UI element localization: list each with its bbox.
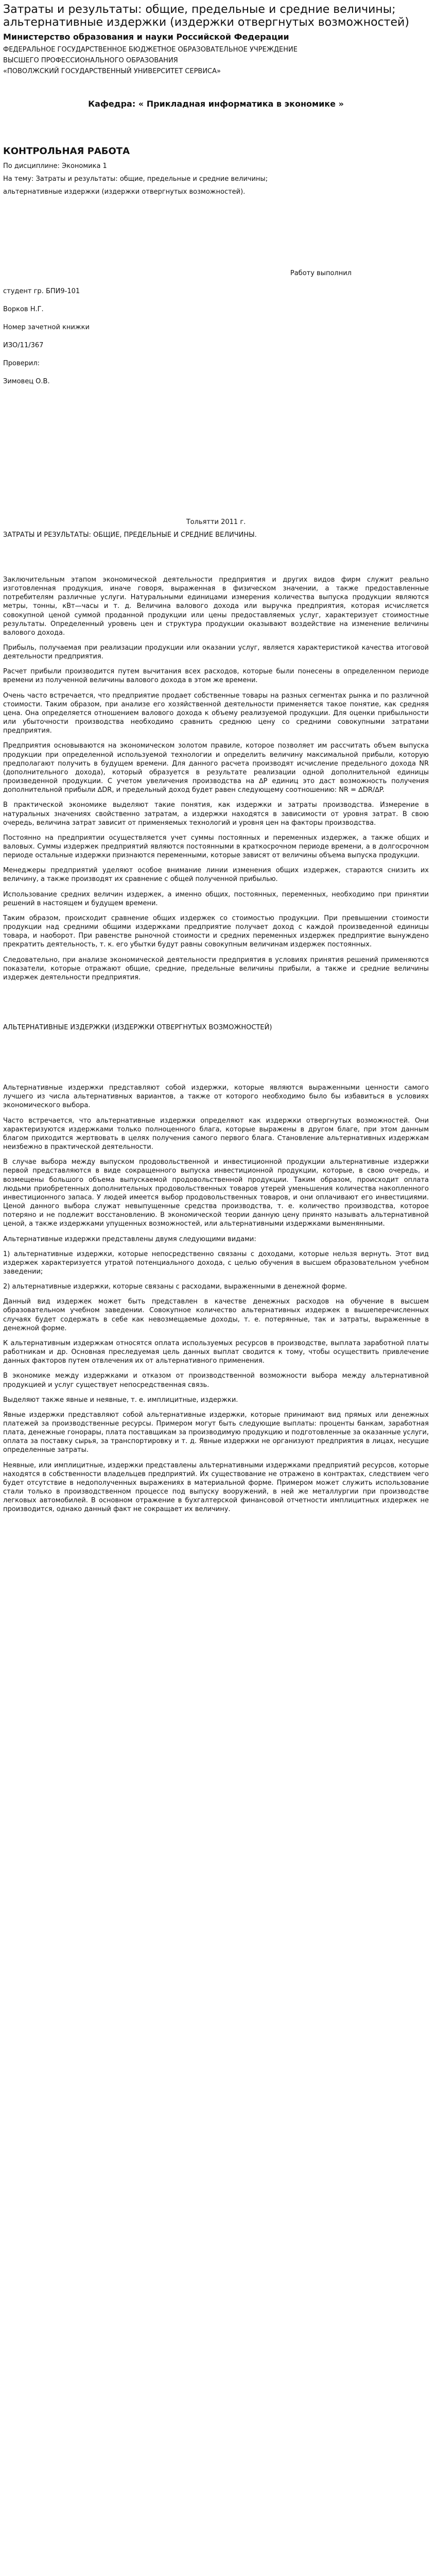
paragraph: Альтернативные издержки представлены двумя следующими видами: bbox=[3, 1235, 256, 1243]
institution-line-2: ВЫСШЕГО ПРОФЕССИОНАЛЬНОГО ОБРАЗОВАНИЯ bbox=[3, 56, 178, 64]
paragraph: В практической экономике выделяют такие понятия, как издержки и затраты производства. Измерение в натуральных значениях свойственно затратам, а издержки находятся в зависимости от уровня затрат. В свою очередь, величина затрат зависит от применяемых технологий и уровня цен на факторы производства. bbox=[3, 801, 429, 827]
section1-body bbox=[3, 575, 429, 982]
record-book-number: ИЗО/11/367 bbox=[3, 342, 44, 350]
work-type: КОНТРОЛЬНАЯ РАБОТА bbox=[3, 146, 130, 157]
institution-line-1: ФЕДЕРАЛЬНОЕ ГОСУДАРСТВЕННОЕ БЮДЖЕТНОЕ ОБРАЗОВАТЕЛЬНОЕ УЧРЕЖДЕНИЕ bbox=[3, 45, 298, 54]
paragraph: Данный вид издержек может быть представлен в качестве денежных расходов на обучение в высшем образовательном учебном заведении. Совокупное количество альтернативных издержек в вышеперечисленных случаях будет содержать в себе как невозмещаемые доходы, т. е. потерянные, так и затраты, выраженные в денежной форме. bbox=[3, 1298, 429, 1332]
discipline: По дисциплине: Экономика 1 bbox=[3, 162, 107, 171]
paragraph: Прибыль, получаемая при реализации продукции или оказании услуг, является характеристикой качества итоговой деятельности предприятия. bbox=[3, 644, 429, 661]
paragraph: Неявные, или имплицитные, издержки представлены альтернативными издержками предприятий ресурсов, которые находятся в собственности владельцев предприятий. Их существование не отражено в контрактах, следствием чего будет отсутствие в недополученных выражениях в материальной форме. Примером может служить использование стали только в производственном процессе под выпуску вооружений, в ней же металлургии при производстве легковых автомобилей. В основном отражение в бухгалтерской финансовой отчетности имплицитных издержек не производится, однако данный факт не сокращает их величину. bbox=[3, 1461, 429, 1514]
paragraph: Предприятия основываются на экономическом золотом правиле, которое позволяет им рассчитать объем выпуска продукции при определенной используемой технологии и определить величину максимальной прибыли, которую предполагают получить в будущем времени. Для данного расчета производят исчисление предельного дохода NR (дополнительного дохода), который образуется в результате реализации одной дополнительной единицы произведенной продукции. С учетом увеличения производства на ∆P единиц это даст возможность получения дополнительной прибыли ∆DR, и предельный доход будет равен следующему соотношению: NR = ∆DR/∆P. bbox=[3, 742, 429, 794]
paragraph: В экономике между издержками и отказом от производственной возможности выбора между альтернативной продукцией и услуг существует непосредственная связь. bbox=[3, 1372, 429, 1389]
institution-line-3: «ПОВОЛЖСКИЙ ГОСУДАРСТВЕННЫЙ УНИВЕРСИТЕТ СЕРВИСА» bbox=[3, 67, 221, 76]
performed-by: Работу выполнил bbox=[290, 269, 352, 277]
ministry-name: Министерство образования и науки Российской Федерации bbox=[3, 31, 289, 42]
checker-name: Зимовец О.В. bbox=[3, 378, 50, 386]
paragraph: В случае выбора между выпуском продовольственной и инвестиционной продукции альтернативные издержки первой представляются в виде сокращенного выпуска инвестиционной продукции, которые, в свою очередь, и возмещены большого объема выпускаемой продовольственной продукции. Таким образом, происходит оплата людьми приобретенных дополнительных продовольственных товаров утерей уменьшения количества накопленного инвестиционного запаса. У людей имеется выбор продовольственных товаров, и они оплачивают его инвестициями. Ценой данного выбора служат невыпущенные средства производства, т. е. количество производства, которое потеряно и не подлежит восстановлению. В экономической теории данную цену принято называть альтернативной ценой, а также издержками упущенных возможностей, или альтернативными издержками выменянными. bbox=[3, 1158, 429, 1228]
student-name: Ворков Н.Г. bbox=[3, 305, 44, 313]
document-page bbox=[0, 3, 436, 2576]
student-group: студент гр. БПИ9-101 bbox=[3, 287, 80, 295]
section2-body bbox=[3, 1083, 429, 1514]
paragraph: Следовательно, при анализе экономической деятельности предприятия в условиях принятия решений применяются показатели, которые отражают общие, средние, предельные величины прибыли, а также и средние величины издержек деятельности предприятия. bbox=[3, 956, 429, 981]
paragraph: Альтернативные издержки представляют собой издержки, которые являются выраженными ценности самого лучшего из числа альтернативных вариантов, а также от которого необходимо было бы избавиться в условиях экономического выбора. bbox=[3, 1084, 429, 1110]
paragraph: Очень часто встречается, что предприятие продает собственные товары на разных сегментах рынка и по различной стоимости. Таким образом, при анализе его хозяйственной деятельности применяется такое понятие, как средняя цена. Она определяется отношением валового дохода к объему реализуемой продукции. Для оценки прибыльности или убыточности производства необходимо сравнить среднюю цену со средними совокупными затратами предприятия. bbox=[3, 691, 429, 735]
paragraph: Расчет прибыли производится путем вычитания всех расходов, которые были понесены в определенном периоде времени из полученной величины валового дохода в этом же времени. bbox=[3, 668, 429, 685]
paragraph: Постоянно на предприятии осуществляется учет суммы постоянных и переменных издержек, а также общих и валовых. Суммы издержек предприятий являются постоянными в краткосрочном периоде времени, а в долгосрочном периоде остальные издержки признаются переменными, которые зависят от величины объема выпуска продукции. bbox=[3, 834, 429, 860]
paragraph: 2) альтернативные издержки, которые связаны с расходами, выраженными в денежной форме. bbox=[3, 1283, 347, 1291]
paragraph: Использование средних величин издержек, а именно общих, постоянных, переменных, необходимо при принятии решений в настоящем и будущем времени. bbox=[3, 890, 429, 907]
paragraph: Выделяют также явные и неявные, т. е. имплицитные, издержки. bbox=[3, 1396, 238, 1404]
city-year: Тольятти 2011 г. bbox=[186, 518, 246, 526]
topic: На тему: Затраты и результаты: общие, предельные и средние величины; bbox=[3, 175, 268, 183]
section1-heading: ЗАТРАТЫ И РЕЗУЛЬТАТЫ: ОБЩИЕ, ПРЕДЕЛЬНЫЕ И СРЕДНИЕ ВЕЛИЧИНЫ. bbox=[3, 531, 257, 539]
paragraph: Часто встречается, что альтернативные издержки определяют как издержки отвергнутых возможностей. Они характеризуются издержками только полноценного блага, которые выражены в другом благе, при этом данным благом приходится жертвовать в целях получения самого первого блага. Становление альтернативных издержкам неизбежно в практической деятельности. bbox=[3, 1116, 429, 1151]
section2-heading: АЛЬТЕРНАТИВНЫЕ ИЗДЕРЖКИ (ИЗДЕРЖКИ ОТВЕРГНУТЫХ ВОЗМОЖНОСТЕЙ) bbox=[3, 1024, 272, 1031]
checked-label: Проверил: bbox=[3, 360, 40, 368]
department-name: Кафедра: « Прикладная информатика в экономике » bbox=[88, 99, 344, 109]
paragraph: Таким образом, происходит сравнение общих издержек со стоимостью продукции. При превышении стоимости продукции над средними общими издержками предприятие получает доход с каждой произведенной единицы товара, и наоборот. При равенстве рыночной стоимости и средних переменных издержек предприятие вынуждено прекратить деятельность, т. к. его убытки будут равны совокупным величинам издержек постоянных. bbox=[3, 914, 429, 949]
paragraph: 1) альтернативные издержки, которые непосредственно связаны с доходами, которые нельзя вернуть. Этот вид издержек характеризуется утратой потенциального дохода, с целью обучения в высшем образовательном учебном заведении; bbox=[3, 1250, 429, 1276]
document-title: Затраты и результаты: общие, предельные и средние величины; альтернативные издержки (издержки отвергнутых возможностей) bbox=[3, 3, 409, 29]
topic-continuation: альтернативные издержки (издержки отвергнутых возможностей). bbox=[3, 188, 246, 196]
paragraph: Менеджеры предприятий уделяют особое внимание линии изменения общих издержек, стараются снизить их величину, а также производят их сравнение с общей полученной прибылью. bbox=[3, 867, 429, 884]
paragraph: Явные издержки представляют собой альтернативные издержки, которые принимают вид прямых или денежных платежей за производственные ресурсы. Примером могут быть следующие выплаты: проценты банкам, заработная плата, денежные гонорары, плата поставщикам за производимую продукцию и подготовленные за оказанные услуги, оплата за поставку сырья, за транспортировку и т. д. Явные издержки не организуют предприятия в лицах, несущие определенные затраты. bbox=[3, 1411, 429, 1454]
record-book-label: Номер зачетной книжки bbox=[3, 323, 90, 331]
paragraph: К альтернативным издержкам относятся оплата используемых ресурсов в производстве, выплата заработной платы работникам и др. Основная преследуемая цель данных выплат сводится к тому, чтобы осуществить привлечение данных факторов путем отвлечения их от альтернативного применения. bbox=[3, 1339, 429, 1365]
paragraph: Заключительным этапом экономической деятельности предприятия и других видов фирм служит реально изготовленная продукция, иначе говоря, выраженная в физическом значении, а также предоставленные потребителям различные услуги. Натуральными единицами измерения количества выпуска продукции являются метры, тонны, кВт—часы и т. д. Величина валового дохода или выручка предприятия, которая исчисляется совокупной ценой суммой проданной продукции или цены предоставляемых услуг, характеризует стоимостные результаты. Определенный уровень цен и структура продукции оказывают воздействие на изменение величины валового дохода. bbox=[3, 575, 429, 637]
